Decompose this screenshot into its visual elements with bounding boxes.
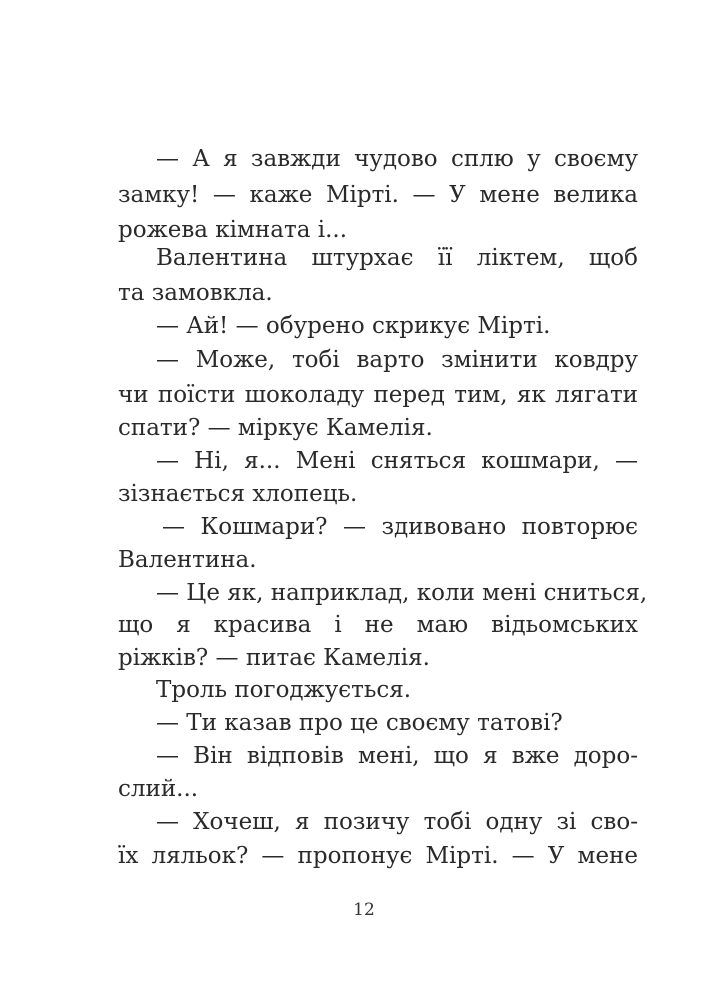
text-line: — Це як, наприклад, коли мені сниться, [156,580,648,606]
text-line: — Кошмари? — здивовано повторює [162,514,638,540]
text-line: — Він відповів мені, що я вже доро- [156,743,638,769]
text-line: зізнається хлопець. [118,481,358,507]
text-line: ріжків? — питає Камелія. [118,645,430,671]
text-line: Троль погоджується. [156,677,412,703]
text-line: замку! — каже Мірті. — У мене велика [118,182,638,208]
text-line: та замовкла. [118,280,273,306]
text-line: — Ні, я... Мені сняться кошмари, — [156,448,638,474]
text-line: Валентина штурхає її ліктем, щоб [156,245,638,271]
text-line: — Ай! — обурено скрикує Мірті. [156,313,551,339]
text-line: — Ти казав про це своєму татові? [156,710,563,736]
text-line: — А я завжди чудово сплю у своєму [156,146,638,172]
text-line: Валентина. [118,547,257,573]
text-line: слий... [118,776,199,802]
text-line: чи поїсти шоколаду перед тим, як лягати [118,382,638,408]
text-line: їх ляльок? — пропонує Мірті. — У мене [118,843,638,869]
text-line: що я красива і не маю відьомських [118,612,638,638]
text-line: — Може, тобі варто змінити ковдру [156,347,638,373]
text-line: спати? — міркує Камелія. [118,415,433,441]
text-line: — Хочеш, я позичу тобі одну зі сво- [156,809,638,835]
text-line: рожева кімната і... [118,217,348,243]
page-number: 12 [353,900,375,920]
